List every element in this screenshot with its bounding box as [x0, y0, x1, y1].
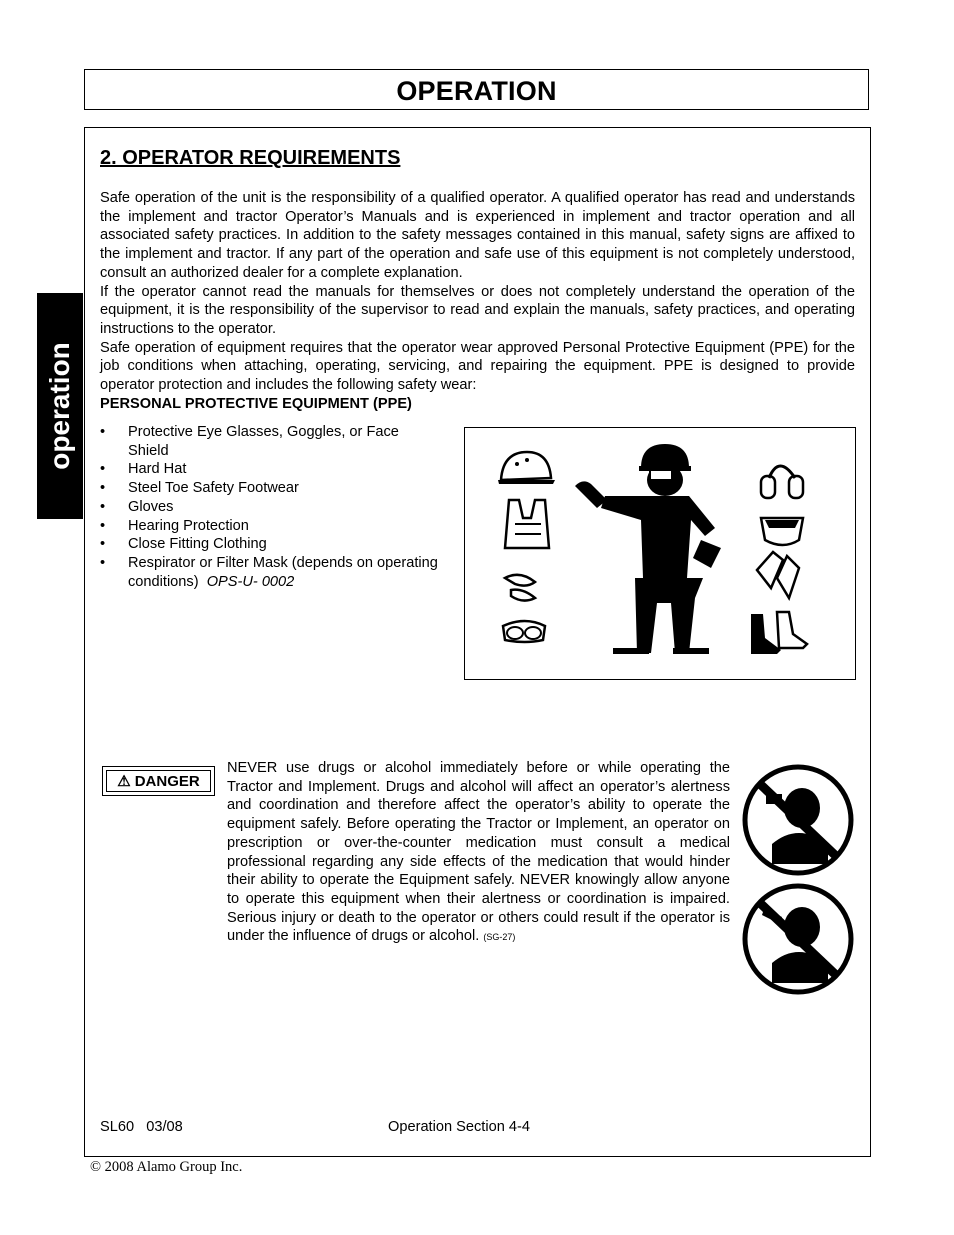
page-header-box	[84, 69, 869, 110]
bullet: •	[100, 498, 106, 515]
gloves-icon	[757, 552, 799, 598]
bullet: •	[100, 517, 106, 534]
list-item	[100, 554, 440, 591]
list-item	[100, 423, 440, 460]
page-header-title: OPERATION	[396, 76, 557, 106]
safety-boots-icon	[751, 612, 807, 654]
side-tab-label: operation	[44, 342, 75, 470]
section-title: 2. OPERATOR REQUIREMENTS	[100, 147, 401, 169]
life-vest-icon	[505, 500, 549, 548]
ppe-illustration	[464, 427, 856, 680]
body-paragraph: Safe operation of the unit is the responsibility of a qualified operator. A qualified operator has read and understands the implement and tractor Operator’s Manuals and is experienced in implement and tractor operation and all associated safety practices. In addition to the safety messages contained in this manual, safety signs are affixed to the implement and tractor. If any part of the operation and safe use of this equipment is not completely understood, consult an authorized dealer for a complete explanation.	[100, 190, 855, 281]
worker-silhouette-icon	[575, 444, 721, 654]
list-item	[100, 517, 440, 536]
danger-reference: (SG-27)	[483, 932, 516, 943]
bullet: •	[100, 424, 106, 440]
list-item	[100, 498, 440, 517]
body-paragraph: If the operator cannot read the manuals for themselves or does not completely understand the operation of the equipment, it is the responsibility of the supervisor to read and explain the manuals, safety practices, and operating instructions to the operator.	[100, 283, 855, 337]
bullet: •	[100, 480, 106, 497]
danger-message	[227, 759, 730, 947]
goggles-icon	[503, 621, 545, 642]
ppe-item-label: Protective Eye Glasses, Goggles, or Face Shield	[128, 424, 399, 459]
ear-plugs-icon	[505, 575, 535, 601]
footer-section-page: Operation Section 4-4	[388, 1119, 530, 1135]
warning-triangle-icon: ⚠	[117, 773, 131, 790]
no-drugs-icon	[742, 764, 854, 876]
list-item	[100, 479, 440, 498]
bullet: •	[100, 554, 106, 571]
list-item	[100, 460, 440, 479]
body-paragraph: Safe operation of equipment requires that the operator wear approved Personal Protective Equipment (PPE) for the job conditions when attaching, operating, servicing, and repairing the equipment. PPE is designed to provide operator protection and includes the following safety wear:	[100, 339, 855, 394]
danger-message-text: NEVER use drugs or alcohol immediately before or while operating the Tractor and Implement. Drugs and alcohol will affect an operator’s alertness and coordination and therefore affect the operator’s ability to operate the equipment safely. Before operating the Tractor or Implement, an operator on prescription or over-the-counter medication must consult a medical professional regarding any side effects of the medication that would hinder their ability to operate the Equipment safely. NEVER knowingly allow anyone to operate this equipment when their alertness or coordination is impaired. Serious injury or death to the operator or others could result if the operator is under the influence of drugs or alcohol.	[227, 760, 730, 945]
hard-hat-icon	[498, 452, 555, 484]
ppe-item-label: Close Fitting Clothing	[128, 536, 267, 553]
ppe-reference: OPS-U- 0002	[206, 573, 295, 590]
danger-label-text: DANGER	[134, 772, 200, 790]
ppe-item-label: Hard Hat	[128, 461, 187, 478]
side-tab	[37, 293, 83, 519]
ppe-heading: PERSONAL PROTECTIVE EQUIPMENT (PPE)	[100, 396, 412, 412]
respirator-mask-icon	[761, 518, 803, 545]
bullet: •	[100, 461, 106, 478]
ppe-item-label: Respirator or Filter Mask (depends on operating conditions)	[128, 554, 438, 590]
ppe-item-label: Hearing Protection	[128, 517, 249, 534]
copyright: © 2008 Alamo Group Inc.	[90, 1159, 243, 1175]
ear-muffs-icon	[761, 466, 803, 498]
no-alcohol-icon	[742, 883, 854, 995]
ppe-item-label: Steel Toe Safety Footwear	[128, 480, 299, 497]
ppe-list	[100, 423, 440, 591]
bullet: •	[100, 536, 106, 553]
footer-model-date: SL60 03/08	[100, 1119, 183, 1135]
list-item	[100, 535, 440, 554]
ppe-illustration-svg	[465, 428, 855, 679]
body-text	[100, 189, 855, 395]
ppe-item-label: Gloves	[128, 498, 174, 515]
danger-label	[102, 766, 215, 796]
